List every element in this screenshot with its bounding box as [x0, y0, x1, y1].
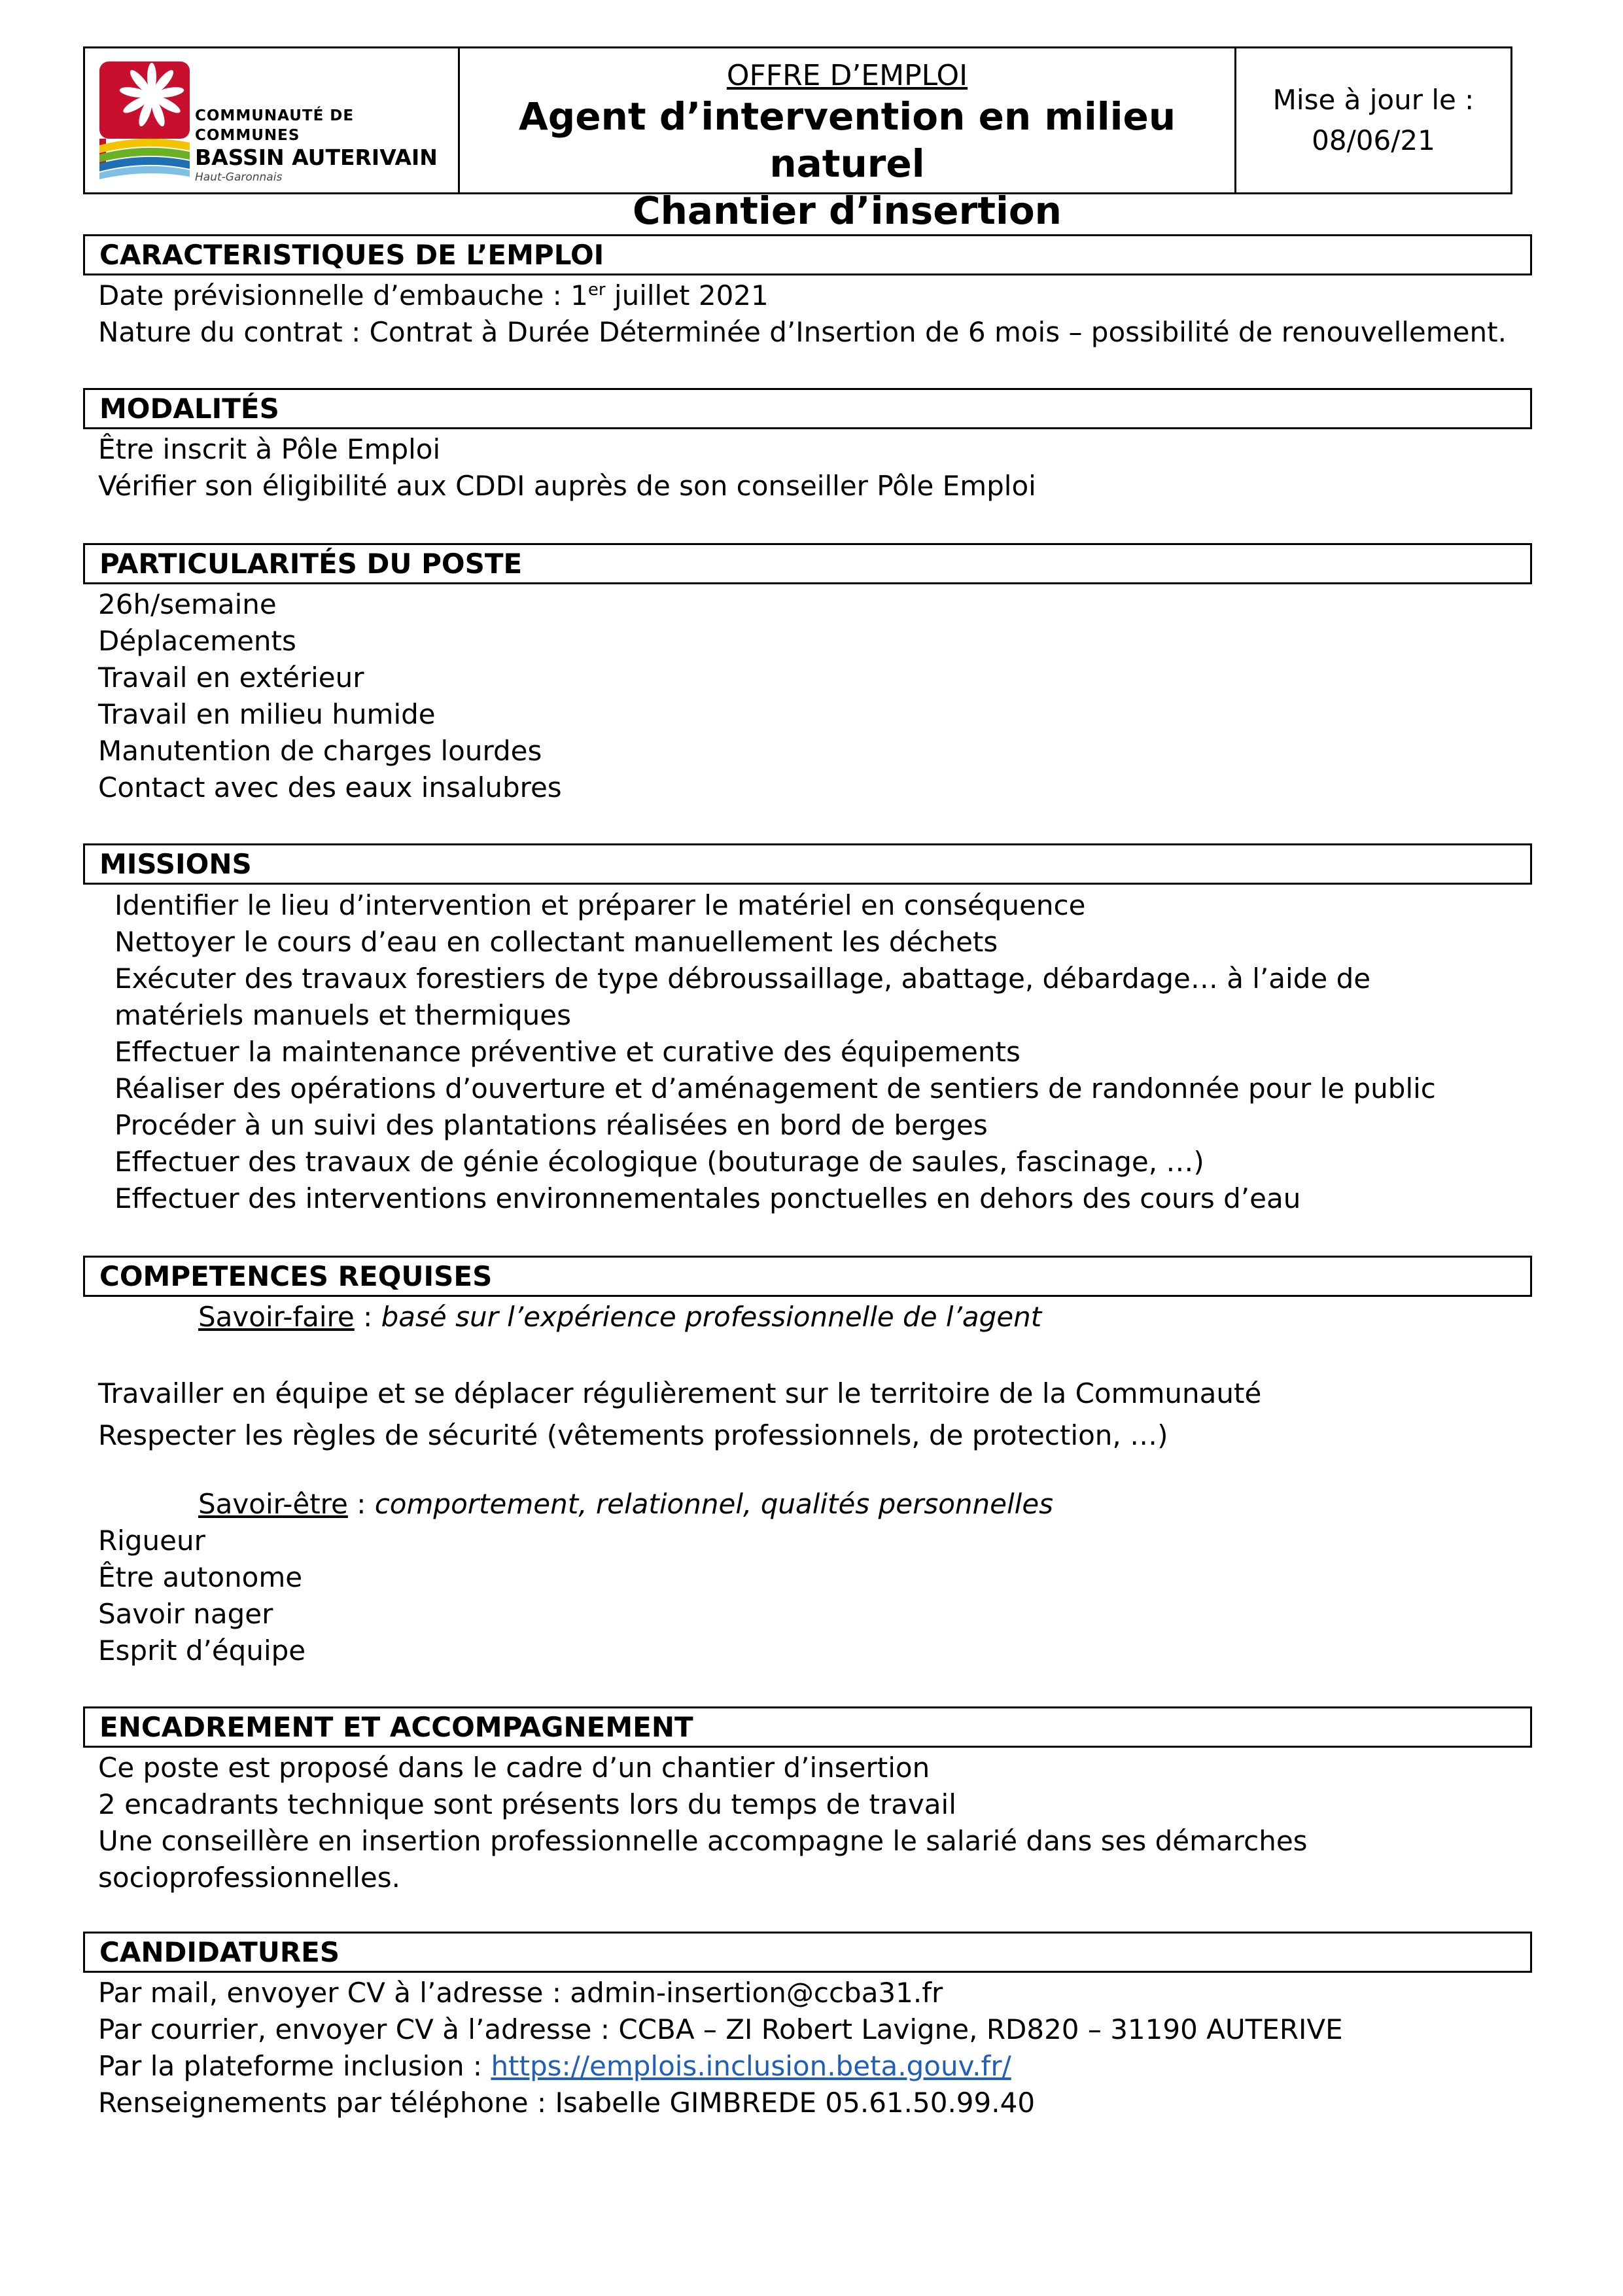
mission-item: Effectuer des interventions environnementales ponctuelles en dehors des cours d’eau — [114, 1182, 1301, 1214]
section-caracteristiques-body — [98, 277, 1505, 351]
logo-text — [195, 106, 458, 185]
date-suffix: juillet 2021 — [605, 279, 769, 311]
list-item: Respecter les règles de sécurité (vêtements professionnels, de protection, …) — [98, 1419, 1168, 1451]
list-item: Rigueur — [98, 1525, 205, 1557]
candidature-telephone: Renseignements par téléphone : Isabelle GIMBREDE 05.61.50.99.40 — [98, 2087, 1036, 2119]
section-particularites-body — [98, 586, 1505, 806]
list-item: Travail en milieu humide — [98, 698, 436, 730]
nature-contrat: Nature du contrat : Contrat à Durée Déterminée d’Insertion de 6 mois – possibilité de renouvellement. — [98, 316, 1507, 348]
section-candidatures-heading: CANDIDATURES — [83, 1932, 1532, 1973]
mission-item: Nettoyer le cours d’eau en collectant manuellement les déchets — [114, 926, 998, 958]
mission-item: Identifier le lieu d’intervention et préparer le matériel en conséquence — [114, 889, 1086, 921]
savoir-etre-desc: comportement, relationnel, qualités personnelles — [374, 1488, 1054, 1520]
job-title-line-2: Chantier d’insertion — [633, 188, 1062, 233]
mission-item: Réaliser des opérations d’ouverture et d’aménagement de sentiers de randonnée pour le public — [114, 1072, 1436, 1104]
candidature-courrier: Par courrier, envoyer CV à l’adresse : CCBA – ZI Robert Lavigne, RD820 – 31190 AUTERIVE — [98, 2013, 1343, 2045]
candidature-mail: Par mail, envoyer CV à l’adresse : admin-insertion@ccba31.fr — [98, 1977, 943, 2009]
plateforme-prefix: Par la plateforme inclusion : — [98, 2050, 491, 2082]
job-title-line-1: Agent d’intervention en milieu naturel — [518, 94, 1176, 186]
update-date: 08/06/21 — [1312, 124, 1435, 156]
section-missions-heading: MISSIONS — [83, 843, 1532, 885]
list-item: Déplacements — [98, 625, 296, 657]
section-modalites-heading: MODALITÉS — [83, 388, 1532, 429]
savoir-faire-desc: basé sur l’expérience professionnelle de l’agent — [381, 1301, 1042, 1333]
list-item: socioprofessionnelles. — [98, 1862, 400, 1894]
section-competences-heading: COMPETENCES REQUISES — [83, 1256, 1532, 1297]
title-cell — [460, 48, 1236, 233]
date-sup: er — [587, 280, 606, 300]
section-caracteristiques-heading: CARACTERISTIQUES DE L’EMPLOI — [83, 234, 1532, 275]
list-item: 2 encadrants technique sont présents lors du temps de travail — [98, 1788, 956, 1820]
update-cell — [1236, 48, 1510, 192]
mission-item: Effectuer la maintenance préventive et curative des équipements — [114, 1036, 1021, 1068]
savoir-etre-heading: Savoir-être : comportement, relationnel, qualités personnelles — [198, 1488, 1054, 1520]
savoir-faire-heading: Savoir-faire : basé sur l’expérience professionnelle de l’agent — [198, 1301, 1042, 1333]
logo-line-2: BASSIN AUTERIVAIN — [195, 145, 438, 170]
logo-cell — [85, 48, 460, 192]
list-item: Ce poste est proposé dans le cadre d’un chantier d’insertion — [98, 1752, 930, 1784]
update-label: Mise à jour le : — [1272, 84, 1475, 116]
date-embauche — [98, 277, 1505, 314]
section-encadrement-heading: ENCADREMENT ET ACCOMPAGNEMENT — [83, 1706, 1532, 1748]
section-modalites-body — [98, 431, 1505, 504]
list-item: Une conseillère en insertion professionnelle accompagne le salarié dans ses démarches — [98, 1825, 1308, 1857]
list-item: Esprit d’équipe — [98, 1634, 306, 1667]
candidature-plateforme — [98, 2048, 1505, 2085]
list-item: Être inscrit à Pôle Emploi — [98, 433, 441, 465]
list-item: Manutention de charges lourdes — [98, 735, 542, 767]
list-item: Travailler en équipe et se déplacer régulièrement sur le territoire de la Communauté — [98, 1377, 1262, 1409]
section-missions-body — [114, 887, 1495, 1217]
header-table — [83, 46, 1512, 233]
list-item: Vérifier son éligibilité aux CDDI auprès de son conseiller Pôle Emploi — [98, 470, 1036, 502]
list-item: Travail en extérieur — [98, 662, 364, 694]
section-candidatures-body — [98, 1975, 1505, 2121]
offre-label: OFFRE D’EMPLOI — [726, 59, 968, 92]
date-prefix: Date prévisionnelle d’embauche : 1 — [98, 279, 588, 311]
savoir-faire-label: Savoir-faire — [198, 1301, 355, 1333]
savoir-faire-body — [98, 1373, 1505, 1457]
mission-item: Effectuer des travaux de génie écologique (bouturage de saules, fascinage, …) — [114, 1146, 1204, 1178]
savoir-etre-body — [98, 1523, 1505, 1669]
list-item: 26h/semaine — [98, 588, 277, 620]
mission-item: Procéder à un suivi des plantations réalisées en bord de berges — [114, 1109, 988, 1141]
logo-line-1: COMMUNAUTÉ DE COMMUNES — [195, 107, 355, 144]
inclusion-platform-link[interactable]: https://emplois.inclusion.beta.gouv.fr/ — [491, 2050, 1011, 2082]
mission-item: Exécuter des travaux forestiers de type débroussaillage, abattage, débardage… à l’aide de matériels manuels et thermiques — [114, 963, 1371, 1031]
logo-line-3: Haut-Garonnais — [195, 171, 283, 184]
section-particularites-heading: PARTICULARITÉS DU POSTE — [83, 543, 1532, 584]
list-item: Savoir nager — [98, 1598, 273, 1630]
savoir-etre-label: Savoir-être — [198, 1488, 348, 1520]
list-item: Être autonome — [98, 1561, 303, 1593]
list-item: Contact avec des eaux insalubres — [98, 771, 562, 804]
section-encadrement-body — [98, 1750, 1505, 1896]
ccba-logo-icon — [99, 62, 191, 179]
